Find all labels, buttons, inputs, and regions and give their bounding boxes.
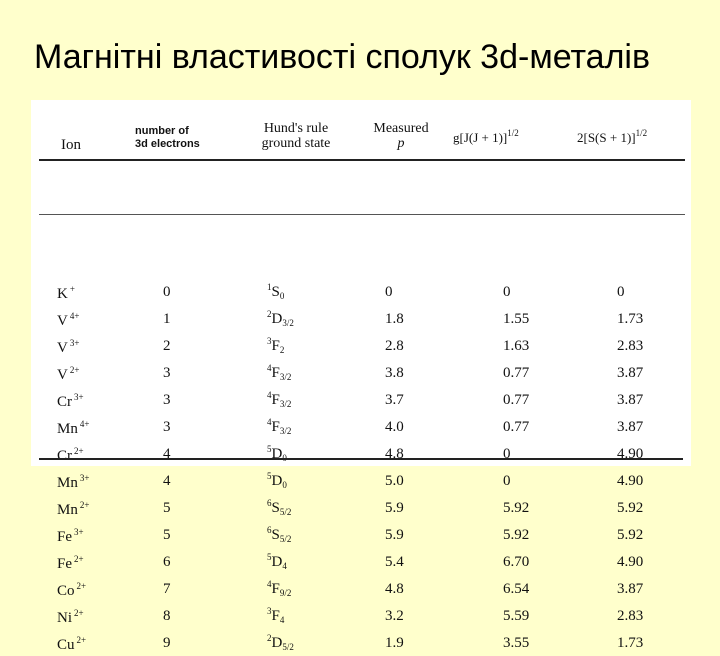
cell-3d-electrons: 8 — [163, 607, 171, 624]
header-ground-state — [237, 106, 355, 160]
header-ground-line2: ground state — [261, 136, 331, 151]
cell-3d-electrons: 3 — [163, 418, 171, 435]
term-j: 3/2 — [282, 318, 294, 328]
cell-gj: 1.55 — [503, 310, 530, 327]
cell-ion — [39, 467, 135, 494]
table-row — [39, 602, 685, 629]
cell-measured-p: 1.8 — [385, 310, 404, 327]
table-image-panel — [31, 100, 691, 653]
cell-spin-only: 1.73 — [617, 634, 644, 651]
ion-symbol: Cr — [57, 448, 72, 464]
table-header-row — [39, 106, 685, 160]
cell-ground-state — [237, 629, 355, 656]
cell-spin-only: 4.90 — [617, 472, 644, 489]
term-letter: F — [271, 581, 280, 597]
cell-3d-electrons: 0 — [163, 283, 171, 300]
term-letter: D — [271, 311, 283, 327]
ion-symbol: Co — [57, 583, 75, 599]
cell-spin-only: 3.87 — [617, 364, 644, 381]
ion-symbol: Mn — [57, 502, 78, 518]
table-row — [39, 386, 685, 413]
term-multiplicity: 4 — [267, 363, 272, 373]
header-gj-text: g[J(J + 1)] — [453, 130, 508, 145]
ion-charge: 2+ — [76, 581, 87, 591]
header-rule-thin — [39, 214, 685, 268]
cell-ground-state — [237, 467, 355, 494]
ion-charge: 2+ — [79, 500, 90, 510]
term-multiplicity: 4 — [267, 417, 272, 427]
ion-symbol: K — [57, 286, 68, 302]
term-letter: D — [271, 446, 283, 462]
cell-ion — [39, 268, 135, 305]
cell-ion — [39, 629, 135, 656]
term-multiplicity: 1 — [267, 282, 272, 292]
ion-charge: 2+ — [74, 608, 84, 618]
header-ion: Ion — [61, 137, 81, 153]
cell-gj: 1.63 — [503, 337, 530, 354]
ion-symbol: Cr — [57, 394, 72, 410]
cell-measured-p: 3.2 — [385, 607, 404, 624]
ion-charge: 2+ — [69, 365, 80, 375]
term-j: 0 — [282, 453, 287, 463]
cell-ground-state — [237, 359, 355, 386]
term-j: 3/2 — [279, 426, 292, 436]
term-multiplicity: 6 — [267, 525, 272, 535]
cell-ground-state — [237, 602, 355, 629]
table-row — [39, 268, 685, 305]
slide-title: Магнітні властивості сполук 3d-металів — [34, 38, 651, 76]
term-j: 5/2 — [279, 534, 292, 544]
header-rule — [39, 160, 685, 214]
ion-symbol: Fe — [57, 529, 72, 545]
cell-measured-p: 1.9 — [385, 634, 404, 651]
term-multiplicity: 2 — [267, 309, 272, 319]
cell-ion — [39, 521, 135, 548]
cell-ground-state — [237, 268, 355, 305]
term-j: 2 — [279, 345, 285, 355]
cell-ion — [39, 548, 135, 575]
cell-ion — [39, 440, 135, 467]
term-letter: F — [271, 392, 280, 408]
cell-ion — [39, 575, 135, 602]
term-letter: D — [271, 554, 283, 570]
term-multiplicity: 6 — [267, 498, 272, 508]
cell-ion — [39, 386, 135, 413]
term-multiplicity: 2 — [267, 633, 272, 643]
header-3d-electrons — [135, 106, 237, 160]
ion-charge: 4+ — [69, 311, 80, 321]
term-multiplicity: 4 — [267, 390, 272, 400]
magnetic-properties-table — [39, 106, 685, 656]
ion-charge: + — [69, 284, 75, 294]
cell-spin-only: 5.92 — [617, 526, 644, 543]
cell-ground-state — [237, 494, 355, 521]
ion-charge: 3+ — [74, 392, 84, 402]
cell-gj: 3.55 — [503, 634, 530, 651]
header-s-text: 2[S(S + 1)] — [577, 130, 636, 145]
term-j: 0 — [279, 291, 285, 301]
term-multiplicity: 3 — [267, 606, 272, 616]
ion-charge: 2+ — [74, 554, 84, 564]
cell-gj: 6.54 — [503, 580, 530, 597]
term-j: 9/2 — [279, 588, 292, 598]
term-j: 3/2 — [279, 399, 292, 409]
ion-charge: 2+ — [76, 635, 87, 645]
header-gj — [447, 106, 571, 160]
cell-gj: 5.59 — [503, 607, 530, 624]
cell-ion — [39, 413, 135, 440]
table-row — [39, 629, 685, 656]
term-j: 4 — [282, 561, 287, 571]
cell-spin-only: 3.87 — [617, 418, 644, 435]
cell-3d-electrons: 7 — [163, 580, 171, 597]
term-letter: D — [271, 473, 283, 489]
cell-3d-electrons: 2 — [163, 337, 171, 354]
term-j: 5/2 — [282, 642, 294, 652]
table-row — [39, 575, 685, 602]
ion-symbol: V — [57, 367, 68, 383]
term-j: 5/2 — [279, 507, 292, 517]
cell-spin-only: 4.90 — [617, 445, 644, 462]
ion-charge: 3+ — [74, 527, 84, 537]
header-spin-only — [571, 106, 685, 160]
ion-charge: 4+ — [79, 419, 90, 429]
table-row — [39, 494, 685, 521]
cell-gj: 5.92 — [503, 526, 530, 543]
term-j: 4 — [279, 615, 285, 625]
ion-symbol: Mn — [57, 421, 78, 437]
cell-measured-p: 4.8 — [385, 445, 404, 462]
cell-measured-p: 5.9 — [385, 499, 404, 516]
table-row — [39, 548, 685, 575]
ion-symbol: V — [57, 313, 68, 329]
ion-symbol: Mn — [57, 475, 78, 491]
cell-measured-p: 4.8 — [385, 580, 404, 597]
cell-measured-p: 5.0 — [385, 472, 404, 489]
header-electrons-line1: number of — [135, 125, 189, 137]
cell-gj: 0.77 — [503, 418, 530, 435]
cell-ion — [39, 494, 135, 521]
cell-gj: 0.77 — [503, 391, 530, 408]
cell-ion — [39, 359, 135, 386]
term-j: 0 — [282, 480, 287, 490]
cell-3d-electrons: 3 — [163, 364, 171, 381]
ion-charge: 2+ — [74, 446, 84, 456]
table-row — [39, 521, 685, 548]
cell-spin-only: 3.87 — [617, 580, 644, 597]
bottom-rule — [39, 458, 683, 460]
table-row — [39, 332, 685, 359]
cell-spin-only: 3.87 — [617, 391, 644, 408]
cell-ground-state — [237, 386, 355, 413]
term-multiplicity: 5 — [267, 552, 272, 562]
cell-3d-electrons: 4 — [163, 445, 171, 462]
term-multiplicity: 3 — [267, 336, 272, 346]
cell-spin-only: 1.73 — [617, 310, 644, 327]
term-letter: F — [271, 608, 280, 624]
cell-ground-state — [237, 521, 355, 548]
term-letter: F — [271, 419, 280, 435]
cell-3d-electrons: 6 — [163, 553, 171, 570]
cell-ground-state — [237, 440, 355, 467]
cell-gj: 0.77 — [503, 364, 530, 381]
cell-spin-only: 4.90 — [617, 553, 644, 570]
cell-ground-state — [237, 575, 355, 602]
term-letter: F — [271, 365, 280, 381]
cell-ground-state — [237, 413, 355, 440]
table-row — [39, 305, 685, 332]
header-measured-line2: p — [397, 136, 405, 151]
term-letter: S — [271, 527, 280, 543]
cell-measured-p: 3.8 — [385, 364, 404, 381]
cell-gj: 0 — [503, 472, 511, 489]
header-measured-line1: Measured — [373, 121, 429, 136]
term-multiplicity: 5 — [267, 471, 272, 481]
term-letter: S — [271, 500, 280, 516]
cell-measured-p: 4.0 — [385, 418, 404, 435]
cell-spin-only: 0 — [617, 283, 625, 300]
cell-spin-only: 2.83 — [617, 607, 644, 624]
ion-symbol: V — [57, 340, 68, 356]
header-measured-p — [355, 106, 447, 160]
ion-symbol: Ni — [57, 610, 72, 626]
cell-spin-only: 2.83 — [617, 337, 644, 354]
cell-3d-electrons: 9 — [163, 634, 171, 651]
table-row — [39, 413, 685, 440]
cell-gj: 0 — [503, 283, 511, 300]
ion-symbol: Cu — [57, 637, 75, 653]
header-gj-exp: 1/2 — [507, 128, 519, 138]
term-letter: F — [271, 338, 280, 354]
table-body — [39, 268, 685, 656]
cell-ground-state — [237, 332, 355, 359]
cell-ion — [39, 305, 135, 332]
cell-gj: 0 — [503, 445, 511, 462]
cell-ion — [39, 332, 135, 359]
ion-charge: 3+ — [69, 338, 80, 348]
term-letter: S — [271, 284, 280, 300]
ion-symbol: Fe — [57, 556, 72, 572]
table-row — [39, 359, 685, 386]
table-row — [39, 440, 685, 467]
cell-ground-state — [237, 305, 355, 332]
cell-3d-electrons: 5 — [163, 526, 171, 543]
cell-3d-electrons: 3 — [163, 391, 171, 408]
header-electrons-line2: 3d electrons — [135, 138, 200, 150]
cell-measured-p: 5.4 — [385, 553, 404, 570]
cell-gj: 6.70 — [503, 553, 530, 570]
term-multiplicity: 4 — [267, 579, 272, 589]
term-multiplicity: 5 — [267, 444, 272, 454]
term-j: 3/2 — [279, 372, 292, 382]
ion-charge: 3+ — [79, 473, 90, 483]
cell-measured-p: 0 — [385, 283, 393, 300]
cell-gj: 5.92 — [503, 499, 530, 516]
cell-3d-electrons: 1 — [163, 310, 171, 327]
cell-ground-state — [237, 548, 355, 575]
header-s-exp: 1/2 — [635, 128, 648, 138]
table-row — [39, 467, 685, 494]
cell-ion — [39, 602, 135, 629]
cell-measured-p: 5.9 — [385, 526, 404, 543]
header-ground-line1: Hund's rule — [263, 121, 329, 136]
term-letter: D — [271, 635, 283, 651]
cell-3d-electrons: 5 — [163, 499, 171, 516]
cell-3d-electrons: 4 — [163, 472, 171, 489]
cell-measured-p: 3.7 — [385, 391, 404, 408]
cell-measured-p: 2.8 — [385, 337, 404, 354]
cell-spin-only: 5.92 — [617, 499, 644, 516]
